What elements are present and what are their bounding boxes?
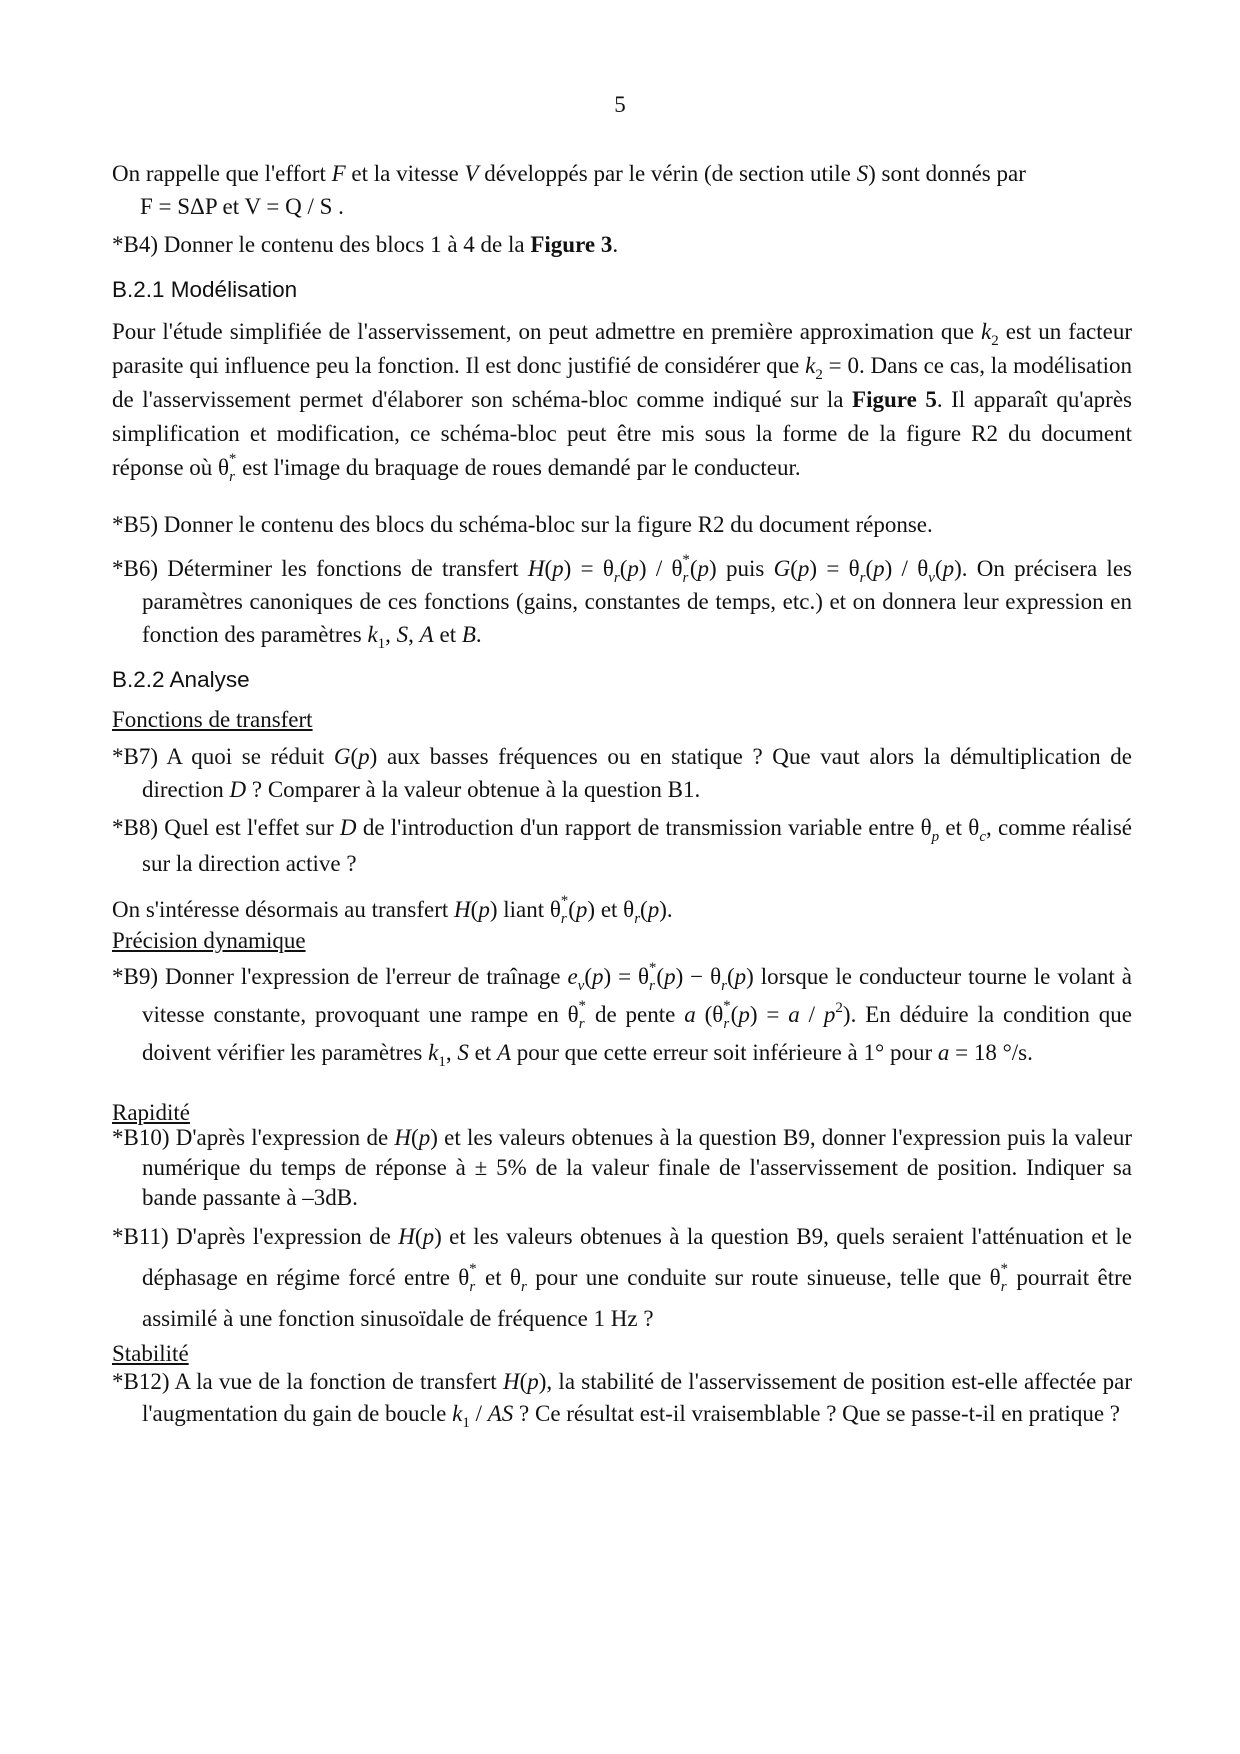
- paragraph-effort-vitesse: On rappelle que l'effort F et la vitesse V développés par le vérin (de section utile S) sont donnés par F = SΔP et V = Q / S .: [112, 161, 1026, 219]
- page-number: 5: [614, 92, 626, 117]
- section-heading-b21: B.2.1 Modélisation: [112, 277, 298, 302]
- formula-effort-vitesse: F = SΔP et V = Q / S .: [140, 194, 344, 219]
- paragraph-modelisation: Pour l'étude simplifiée de l'asservissement, on peut admettre en première approximation que $k_2$ est un facteur parasite qui influence peu la fonction. Il est donc justifié de considérer que $k_2 = 0$. Dans ce cas, la modélisation de l'asservissement permet d'élaborer son schéma-bloc comme indiqué sur la Figure 5. Il apparaît qu'après simplification et modification, ce schéma-bloc peut être mis sous la forme de la figure R2 du document réponse où $\theta_r^*$ est l'image du braquage de roues demandé par le conducteur.: [112, 319, 1133, 485]
- section-heading-b22: B.2.2 Analyse: [112, 667, 250, 692]
- question-b12: *B12) A la vue de la fonction de transfert H(p), la stabilité de l'asservissement de position est-elle affectée par l'augmentation du gain de boucle $k_1$ / AS ? Ce résultat est-il vraisemblable ? Que se passe-t-il en pratique ?: [112, 1369, 1133, 1431]
- question-b10: *B10) D'après l'expression de H(p) et les valeurs obtenues à la question B9, donner l'expression puis la valeur numérique du temps de réponse à ± 5% de la valeur finale de l'asservissement de position. Indiquer sa bande passante à –3dB.: [112, 1125, 1132, 1210]
- question-b9: *B9) Donner l'expression de l'erreur de traînage $e_v(p) = \theta_r^*(p) - \theta_r(p)$ lorsque le conducteur tourne le volant à vitesse constante, provoquant une rampe en $\theta_r^*$ de pente a $(\theta_r^*(p) = a / p^2)$. En déduire la condition que doivent vérifier les paramètres $k_1$, S et A pour que cette erreur soit inférieure à 1° pour a = 18 °/s.: [112, 960, 1132, 1070]
- paragraph-transfert-h: On s'intéresse désormais au transfert H(p) liant $\theta_r^*(p)$ et $\theta_r(p)$.: [112, 893, 673, 927]
- question-b6: *B6) Déterminer les fonctions de transfert $H(p) = \theta_r(p) / \theta_r^*(p)$ puis $G(p) = \theta_r(p) / \theta_v(p)$. On précisera les paramètres canoniques de ces fonctions (gains, constantes de temps, etc.) et on donnera leur expression en fonction des paramètres $k_1$, S, A et B.: [112, 552, 1132, 652]
- question-b4: *B4) Donner le contenu des blocs 1 à 4 de la Figure 3.: [112, 232, 619, 257]
- subheading-stabilite: Stabilité: [112, 1341, 189, 1366]
- question-b5: *B5) Donner le contenu des blocs du schéma-bloc sur la figure R2 du document réponse.: [112, 512, 933, 537]
- question-b8: *B8) Quel est l'effet sur D de l'introduction d'un rapport de transmission variable entre $\theta_p$ et $\theta_c$, comme réalisé sur la direction active ?: [112, 815, 1132, 876]
- question-b7: *B7) A quoi se réduit G(p) aux basses fréquences ou en statique ? Que vaut alors la démultiplication de direction D ? Comparer à la valeur obtenue à la question B1.: [112, 744, 1133, 802]
- subheading-rapidite: Rapidité: [112, 1100, 190, 1125]
- subheading-precision: Précision dynamique: [112, 928, 306, 953]
- subheading-fonctions-transfert: Fonctions de transfert: [112, 707, 313, 732]
- question-b11: *B11) D'après l'expression de H(p) et les valeurs obtenues à la question B9, quels seraient l'atténuation et le déphasage en régime forcé entre $\theta_r^*$ et $\theta_r$ pour une conduite sur route sinueuse, telle que $\theta_r^*$ pourrait être assimilé à une fonction sinusoïdale de fréquence 1 Hz ?: [112, 1224, 1133, 1331]
